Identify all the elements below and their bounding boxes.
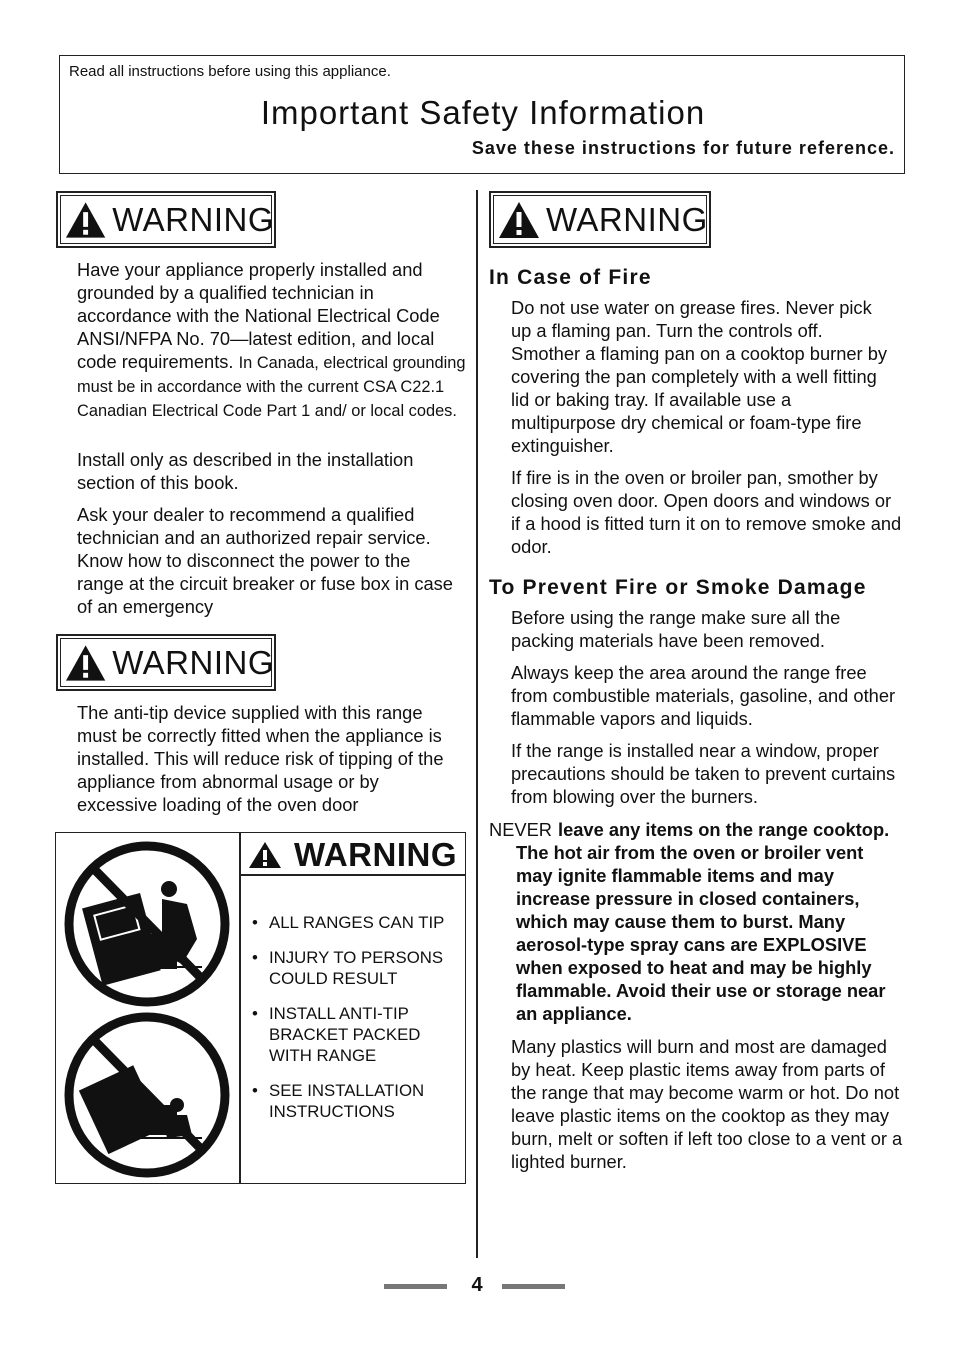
smoke-paragraph-2: Always keep the area around the range free from combustible materials, gasoline, and other flammable vapors and liquids. xyxy=(511,662,896,729)
warning1-paragraph-2: Install only as described in the installation section of this book. xyxy=(77,449,414,493)
warning2-paragraph: The anti-tip device supplied with this range must be correctly fitted when the appliance is installed. This will reduce risk of tipping of the appliance from abnormal usage or by excessive loading of the oven door xyxy=(77,702,444,815)
tip-box-header-line xyxy=(240,874,466,876)
never-word: NEVER xyxy=(489,819,552,840)
smoke-paragraph-3: If the range is installed near a window, proper precautions should be taken to prevent curtains from blowing over the burners. xyxy=(511,740,896,807)
tip-bullet-text: INJURY TO PERSONS COULD RESULT xyxy=(269,948,444,988)
warning-text: WARNING xyxy=(112,643,274,681)
footer-bar-left xyxy=(384,1284,447,1289)
tip-bullet-2: • INJURY TO PERSONS COULD RESULT xyxy=(252,947,462,989)
page-title: Important Safety Information xyxy=(260,94,706,131)
footer-bar-right xyxy=(502,1284,565,1289)
tip-bullet-text: ALL RANGES CAN TIP xyxy=(269,913,445,932)
tip-bullet-text: SEE INSTALLATION INSTRUCTIONS xyxy=(269,1081,425,1121)
warning-label-1 xyxy=(56,191,276,248)
never-bold-text: leave any items on the range cooktop. The hot air from the oven or broiler vent may ignite flammable items and may increase pressure in closed containers, which may cause them to burst. Many aerosol-type spray cans are EXPLOSIVE when exposed to heat and may be highly flammable. Avoid their use or storage near an appliance. xyxy=(516,819,890,1024)
fire-heading: In Case of Fire xyxy=(489,266,652,289)
save-note: Save these instructions for future reference. xyxy=(471,138,895,158)
tip-bullet-1: • ALL RANGES CAN TIP xyxy=(252,912,462,933)
warning1-paragraph-1 xyxy=(77,258,469,422)
anti-tip-warning-box xyxy=(55,832,466,1184)
column-divider xyxy=(476,190,478,1258)
warning-triangle-icon xyxy=(65,201,106,239)
smoke-heading: To Prevent Fire or Smoke Damage xyxy=(489,576,867,599)
tip-bullet-text: INSTALL ANTI-TIP BRACKET PACKED WITH RANGE xyxy=(269,1004,421,1065)
tipping-range-adult-icon xyxy=(62,839,232,1009)
page-number: 4 xyxy=(471,1274,483,1296)
tip-bullet-3: • INSTALL ANTI-TIP BRACKET PACKED WITH RANGE xyxy=(252,1003,462,1066)
warning1-text-main: Have your appliance properly installed and grounded by a qualified technician in accordance with the National Electrical Code ANSI/NFPA No. 70—latest edition, and local code requirements. xyxy=(77,259,440,372)
warning-label-2 xyxy=(56,634,276,691)
fire-paragraph-2: If fire is in the oven or broiler pan, smother by closing oven door. Open doors and windows or if a hood is fitted turn it on to remove smoke and odor. xyxy=(511,467,902,557)
header-box xyxy=(59,55,905,174)
warning-triangle-icon xyxy=(498,201,540,239)
warning-triangle-icon xyxy=(248,841,282,869)
warning-text: WARNING xyxy=(546,200,708,238)
smoke-paragraph-1: Before using the range make sure all the packing materials have been removed. xyxy=(511,607,841,651)
tip-box-warning-header xyxy=(248,837,463,873)
fire-paragraph-1: Do not use water on grease fires. Never pick up a flaming pan. Turn the controls off. Smother a flaming pan on a cooktop burner by covering the pan completely with a well fitting lid or baking tray. If available use a multipurpose dry chemical or foam-type fire extinguisher. xyxy=(511,297,888,456)
warning-label-3 xyxy=(489,191,711,248)
warning-triangle-icon xyxy=(65,644,106,682)
plastics-paragraph: Many plastics will burn and most are damaged by heat. Keep plastic items away from parts of the range that may become warm or hot. Do not leave plastic items on the cooktop as they may burn, melt or soften if left too close to a vent or a lighted burner. xyxy=(511,1036,903,1172)
warning-text: WARNING xyxy=(112,200,274,238)
tip-bullet-4: • SEE INSTALLATION INSTRUCTIONS xyxy=(252,1080,462,1122)
tip-box-title: WARNING xyxy=(294,836,457,873)
warning1-paragraph-3: Ask your dealer to recommend a qualified technician and an authorized repair service. Know how to disconnect the power to the range at the circuit breaker or fuse box in case of an emergency xyxy=(77,504,453,617)
tipping-range-child-icon xyxy=(62,1010,232,1180)
header-note: Read all instructions before using this appliance. xyxy=(69,63,391,80)
never-paragraph xyxy=(489,818,901,1025)
tip-box-divider xyxy=(239,833,241,1183)
warning1-text-canada: In Canada, electrical grounding must be in accordance with the current CSA C22.1 Canadian Electrical Code Part 1 and/ or local codes. xyxy=(77,354,466,420)
